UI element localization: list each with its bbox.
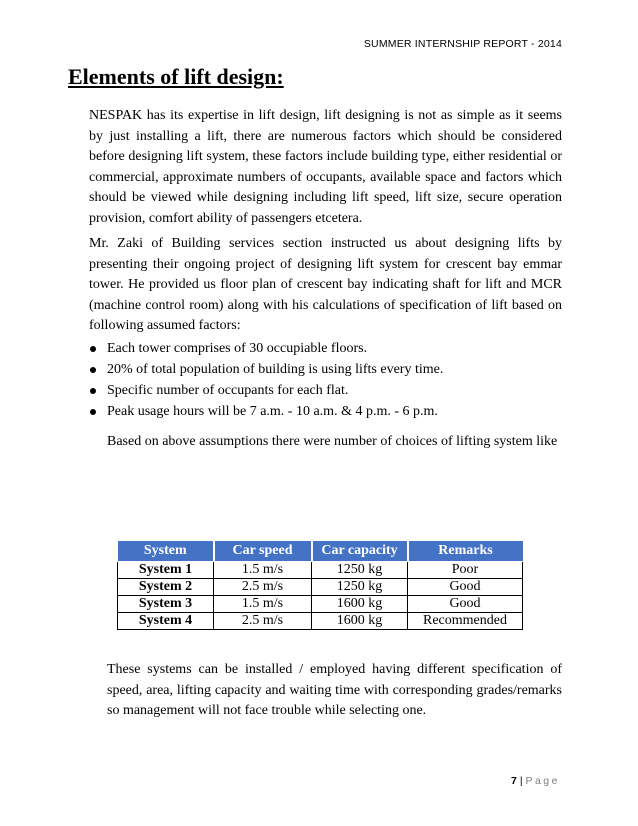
cell-system: System 3 [118, 596, 214, 613]
cell-system: System 2 [118, 579, 214, 596]
table-row [118, 579, 523, 596]
bullet-icon [90, 346, 96, 352]
page-header: SUMMER INTERNSHIP REPORT - 2014 [363, 38, 562, 50]
cell-remarks: Recommended [408, 613, 523, 630]
list-item [66, 401, 562, 422]
list-item [66, 338, 562, 359]
cell-car-speed: 2.5 m/s [214, 579, 312, 596]
cell-car-capacity: 1250 kg [312, 579, 408, 596]
list-item-text: Each tower comprises of 30 occupiable floors. [107, 341, 368, 356]
page-footer [511, 775, 560, 787]
cell-car-speed: 1.5 m/s [214, 562, 312, 579]
page-label: Page [525, 775, 560, 787]
paragraph-instruction: Mr. Zaki of Building services section instructed us about designing lifts by presenting their ongoing project of designing lift system for crescent bay emmar tower. He provided us floor plan of crescent bay indicating shaft for lift and MCR (machine control room) along with his calculations of specification of lift based on following assumed factors: [89, 236, 562, 334]
list-item-text: 20% of total population of building is using lifts every time. [107, 362, 444, 377]
list-item [66, 359, 562, 380]
lift-systems-table [117, 540, 523, 630]
table-header-row [118, 541, 523, 562]
section-title: Elements of lift design: [68, 64, 284, 89]
cell-remarks: Good [408, 596, 523, 613]
paragraph-assumptions: Based on above assumptions there were number of choices of lifting system like [107, 434, 558, 449]
cell-car-speed: 2.5 m/s [214, 613, 312, 630]
cell-car-capacity: 1600 kg [312, 613, 408, 630]
table-row [118, 613, 523, 630]
cell-remarks: Good [408, 579, 523, 596]
column-header-car-capacity: Car capacity [312, 541, 408, 562]
paragraph-intro: NESPAK has its expertise in lift design, lift designing is not as simple as it seems by just installing a lift, there are numerous factors which should be considered before designing lift system, these factors include building type, either residential or commercial, approximate numbers of occupants, available space and factors which should be viewed while designing including lift speed, lift size, secure operation provision, comfort ability of passengers etcetera. [89, 108, 562, 226]
column-header-system: System [118, 541, 214, 562]
column-header-remarks: Remarks [408, 541, 523, 562]
cell-car-speed: 1.5 m/s [214, 596, 312, 613]
cell-car-capacity: 1250 kg [312, 562, 408, 579]
cell-car-capacity: 1600 kg [312, 596, 408, 613]
bullet-icon [90, 388, 96, 394]
column-header-car-speed: Car speed [214, 541, 312, 562]
bullet-icon [90, 409, 96, 415]
list-item-text: Specific number of occupants for each flat. [107, 383, 349, 398]
list-item [66, 380, 562, 401]
cell-remarks: Poor [408, 562, 523, 579]
cell-system: System 1 [118, 562, 214, 579]
table-row [118, 562, 523, 579]
bullet-icon [90, 367, 96, 373]
table-row [118, 596, 523, 613]
list-item-text: Peak usage hours will be 7 a.m. - 10 a.m. & 4 p.m. - 6 p.m. [107, 404, 438, 419]
footer-separator: | [519, 775, 523, 787]
paragraph-conclusion: These systems can be installed / employed having different specification of speed, area, lifting capacity and waiting time with corresponding grades/remarks so management will not face trouble while selecting one. [107, 662, 562, 719]
assumptions-list [66, 338, 562, 422]
page-number: 7 [511, 775, 517, 787]
cell-system: System 4 [118, 613, 214, 630]
